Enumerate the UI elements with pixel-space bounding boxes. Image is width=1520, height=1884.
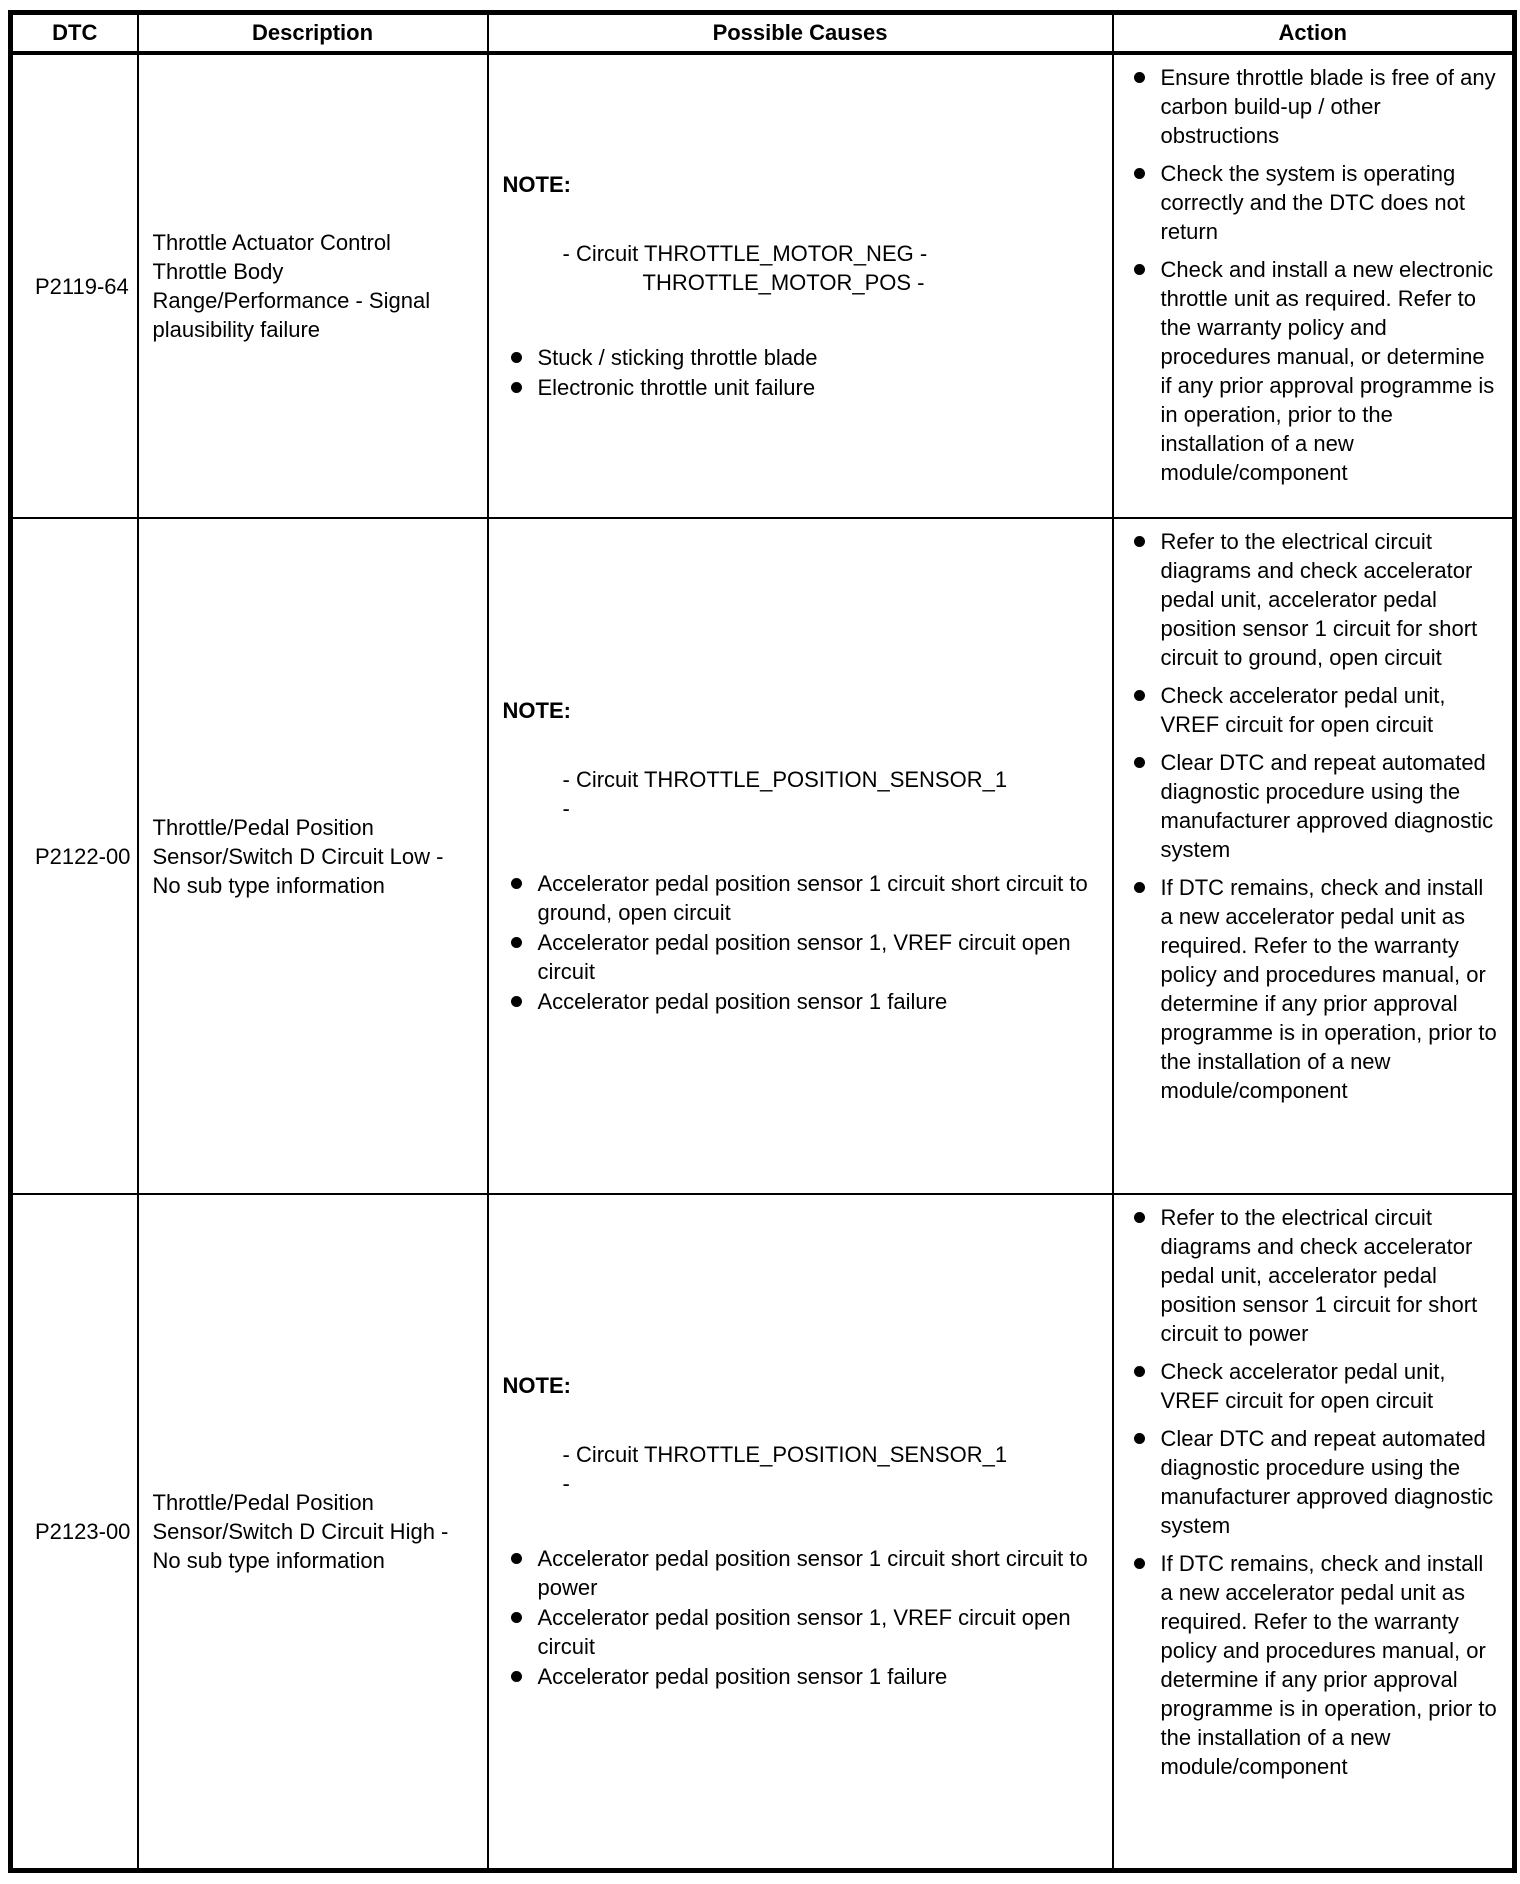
column-header-action: Action (1113, 13, 1515, 54)
bullet-icon (511, 996, 522, 1007)
note-circuit-line: THROTTLE_MOTOR_POS - (642, 269, 925, 295)
possible-causes-block (503, 696, 1104, 1016)
list-item (503, 1603, 1104, 1661)
note-label: NOTE: (502, 697, 571, 723)
note-label: NOTE: (502, 1372, 571, 1398)
list-item (1114, 255, 1509, 487)
table-row (11, 1194, 1515, 1870)
bullet-icon (1134, 264, 1145, 275)
note-circuit-lines (563, 765, 1104, 823)
list-item (503, 869, 1104, 927)
dtc-description-cell (138, 53, 488, 518)
list-item (1114, 681, 1509, 739)
possible-causes-cell (488, 518, 1113, 1194)
column-header-dtc: DTC (11, 13, 138, 54)
list-item (1114, 1424, 1509, 1540)
possible-causes-block (503, 1371, 1104, 1691)
list-item-text: Check the system is operating correctly and the DTC does not return (1160, 161, 1465, 244)
list-item-text: Accelerator pedal position sensor 1 circuit short circuit to power (537, 1545, 1088, 1600)
possible-causes-cell (488, 53, 1113, 518)
note-circuit-lines (563, 239, 1104, 297)
bullet-icon (1134, 1212, 1145, 1223)
action-list (1114, 527, 1509, 1105)
dtc-code: P2123-00 (11, 1194, 138, 1870)
bullet-icon (1134, 1366, 1145, 1377)
list-item (503, 1544, 1104, 1602)
possible-causes-block (503, 170, 1104, 402)
list-item-text: Ensure throttle blade is free of any carbon build-up / other obstructions (1160, 65, 1496, 148)
dtc-description-text: Throttle/Pedal Position Sensor/Switch D Circuit Low - No sub type information (152, 814, 444, 898)
list-item (1114, 748, 1509, 864)
dtc-description-text: Throttle Actuator Control Throttle Body Range/Performance - Signal plausibility failure (152, 230, 431, 342)
bullet-icon (1134, 1558, 1145, 1569)
list-item (1114, 159, 1509, 246)
list-item (1114, 873, 1509, 1105)
note-circuit-line: - Circuit THROTTLE_POSITION_SENSOR_1 (562, 1441, 1008, 1467)
causes-list (503, 869, 1104, 1016)
header-row (11, 13, 1515, 54)
bullet-icon (511, 937, 522, 948)
dtc-code: P2122-00 (11, 518, 138, 1194)
list-item-text: Clear DTC and repeat automated diagnostic procedure using the manufacturer approved diagnostic system (1160, 750, 1494, 862)
list-item-text: Electronic throttle unit failure (537, 374, 816, 400)
bullet-icon (511, 1553, 522, 1564)
list-item-text: Accelerator pedal position sensor 1, VREF circuit open circuit (537, 1604, 1071, 1659)
action-cell (1113, 53, 1515, 518)
note-label: NOTE: (502, 171, 571, 197)
bullet-icon (511, 1671, 522, 1682)
bullet-icon (1134, 690, 1145, 701)
table-row (11, 53, 1515, 518)
list-item-text: Refer to the electrical circuit diagrams and check accelerator pedal unit, accelerator pedal position sensor 1 circuit for short circuit to ground, open circuit (1160, 529, 1478, 670)
list-item (1114, 1549, 1509, 1781)
list-item-text: Accelerator pedal position sensor 1 failure (537, 988, 948, 1014)
list-item (1114, 1357, 1509, 1415)
bullet-icon (1134, 757, 1145, 768)
action-list (1114, 1203, 1509, 1781)
bullet-icon (511, 352, 522, 363)
dtc-table (8, 10, 1517, 1873)
note-circuit-line: - Circuit THROTTLE_POSITION_SENSOR_1 (562, 766, 1008, 792)
list-item (1114, 1203, 1509, 1348)
action-list (1114, 63, 1509, 487)
dtc-description-cell (138, 518, 488, 1194)
list-item-text: Stuck / sticking throttle blade (537, 344, 818, 370)
dtc-description-text: Throttle/Pedal Position Sensor/Switch D Circuit High - No sub type information (152, 1489, 449, 1573)
list-item-text: If DTC remains, check and install a new accelerator pedal unit as required. Refer to the warranty policy and procedures manual, or determine if any prior approval programme is in operation, prior to the installation of a new module/component (1160, 1551, 1497, 1779)
causes-list (503, 343, 1104, 402)
table-row (11, 518, 1515, 1194)
list-item (1114, 527, 1509, 672)
column-header-possible-causes: Possible Causes (488, 13, 1113, 54)
list-item-text: Accelerator pedal position sensor 1, VREF circuit open circuit (537, 929, 1071, 984)
list-item-text: Accelerator pedal position sensor 1 circuit short circuit to ground, open circuit (537, 870, 1088, 925)
list-item (503, 1662, 1104, 1691)
bullet-icon (511, 878, 522, 889)
dtc-code: P2119-64 (11, 53, 138, 518)
list-item-text: Refer to the electrical circuit diagrams and check accelerator pedal unit, accelerator pedal position sensor 1 circuit for short circuit to power (1160, 1205, 1478, 1346)
dtc-description-cell (138, 1194, 488, 1870)
note-circuit-line: - Circuit THROTTLE_MOTOR_NEG - (562, 240, 928, 266)
bullet-icon (1134, 536, 1145, 547)
note-circuit-line: - (562, 795, 570, 821)
note-circuit-line: - (562, 1470, 570, 1496)
list-item-text: Check accelerator pedal unit, VREF circuit for open circuit (1160, 683, 1446, 737)
bullet-icon (511, 1612, 522, 1623)
bullet-icon (1134, 1433, 1145, 1444)
list-item-text: Check and install a new electronic throttle unit as required. Refer to the warranty policy and procedures manual, or determine if any prior approval programme is in operation, prior to the installation of a new module/component (1160, 257, 1495, 485)
possible-causes-cell (488, 1194, 1113, 1870)
list-item (503, 373, 1104, 402)
causes-list (503, 1544, 1104, 1691)
column-header-description: Description (138, 13, 488, 54)
list-item-text: Check accelerator pedal unit, VREF circuit for open circuit (1160, 1359, 1446, 1413)
action-cell (1113, 1194, 1515, 1870)
bullet-icon (1134, 168, 1145, 179)
bullet-icon (1134, 72, 1145, 83)
list-item (503, 928, 1104, 986)
bullet-icon (1134, 882, 1145, 893)
list-item (503, 987, 1104, 1016)
table-body (11, 53, 1515, 1870)
note-circuit-lines (563, 1440, 1104, 1498)
list-item (1114, 63, 1509, 150)
list-item-text: If DTC remains, check and install a new accelerator pedal unit as required. Refer to the warranty policy and procedures manual, or determine if any prior approval programme is in operation, prior to the installation of a new module/component (1160, 875, 1497, 1103)
list-item (503, 343, 1104, 372)
list-item-text: Clear DTC and repeat automated diagnostic procedure using the manufacturer approved diagnostic system (1160, 1426, 1494, 1538)
bullet-icon (511, 382, 522, 393)
list-item-text: Accelerator pedal position sensor 1 failure (537, 1663, 948, 1689)
action-cell (1113, 518, 1515, 1194)
